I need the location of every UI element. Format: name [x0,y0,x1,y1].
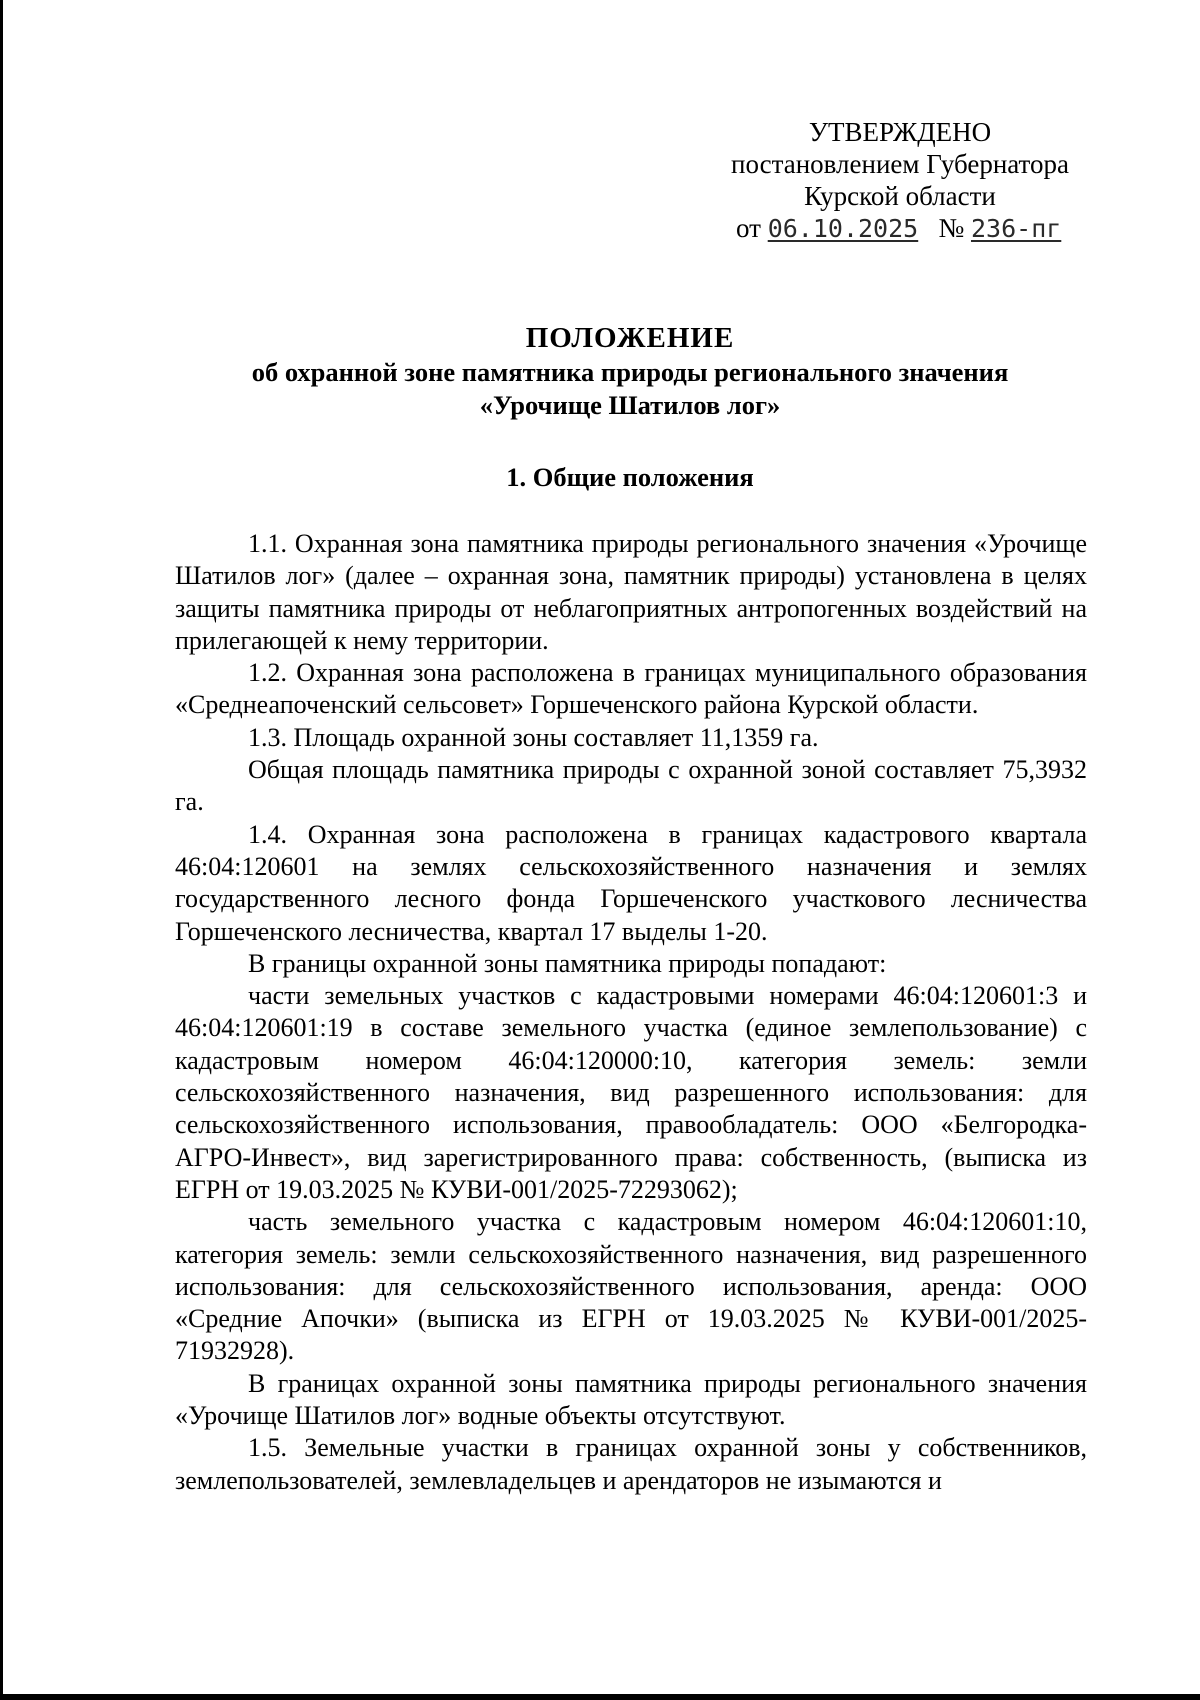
paragraph-1-4: 1.4. Охранная зона расположена в границах кадастрового квартала 46:04:120601 на землях сельскохозяйственного назначения и землях государственного лесного фонда Горшеченского участкового лесничества Горшеченского лесничества, квартал 17 выделы 1-20. [175,819,1087,946]
document-body [175,528,1087,1497]
page-edge-bottom [0,1694,1200,1700]
date-prefix: от [736,213,761,243]
paragraph-water-objects: В границах охранной зоны памятника природы регионального значения «Урочище Шатилов лог» водные объекты отсутствуют. [175,1368,1087,1431]
paragraph-included-plots-intro: В границы охранной зоны памятника природы попадают: [248,948,887,978]
paragraph-total-area: Общая площадь памятника природы с охранной зоной составляет 75,3932 га. [175,755,1087,817]
approval-date: 06.10.2025 [767,214,919,243]
approval-region: Курской области [804,181,996,211]
paragraph-plot-parts: части земельных участков с кадастровыми номерами 46:04:120601:3 и 46:04:120601:19 в составе земельного участка (единое землепользование) с кадастровым номером 46:04:120000:10, категория земель: земли сельскохозяйственного назначения, вид разрешенного использования: для сельскохозяйственного использования, правообладатель: ООО «Белгородка-АГРО-Инвест», вид зарегистрированного права: собственность, (выписка из ЕГРН от 19.03.2025 № КУВИ-001/2025-72293062); [175,981,1087,1204]
paragraph-1-2: 1.2. Охранная зона расположена в границах муниципального образования «Среднеапоченский сельсовет» Горшеченского района Курской области. [175,658,1087,720]
approval-stamp-block [690,116,1110,245]
section-heading: 1. Общие положения [506,462,754,492]
approval-date-line [690,212,1110,245]
document-title-block [120,320,1140,422]
number-sign: № [938,213,965,243]
paragraph-plot-part: часть земельного участка с кадастровым номером 46:04:120601:10, категория земель: земли сельскохозяйственного назначения, вид разрешенного использования: для сельскохозяйственного использования, аренда: ООО «Средние Апочки» (выписка из ЕГРН от 19.03.2025 № КУВИ-001/2025-71932928). [175,1207,1087,1366]
approval-issuer: постановлением Губернатора [731,149,1069,179]
document-title: ПОЛОЖЕНИЕ [525,322,735,354]
paragraph-1-1: 1.1. Охранная зона памятника природы регионального значения «Урочище Шатилов лог» (далее – охранная зона, памятник природы) установлена в целях защиты памятника природы от неблагоприятных антропогенных воздействий на прилегающей к нему территории. [175,529,1087,655]
page-edge-left [0,0,3,1700]
approval-number: 236-пг [970,214,1062,243]
paragraph-1-3: 1.3. Площадь охранной зоны составляет 11,1359 га. [248,722,819,752]
paragraph-1-5: 1.5. Земельные участки в границах охранной зоны у собственников, землепользователей, землевладельцев и арендаторов не изымаются и [175,1433,1087,1495]
approval-heading: УТВЕРЖДЕНО [808,117,992,147]
document-subtitle-line2: «Урочище Шатилов лог» [479,390,781,420]
document-subtitle-line1: об охранной зоне памятника природы регионального значения [251,357,1009,387]
